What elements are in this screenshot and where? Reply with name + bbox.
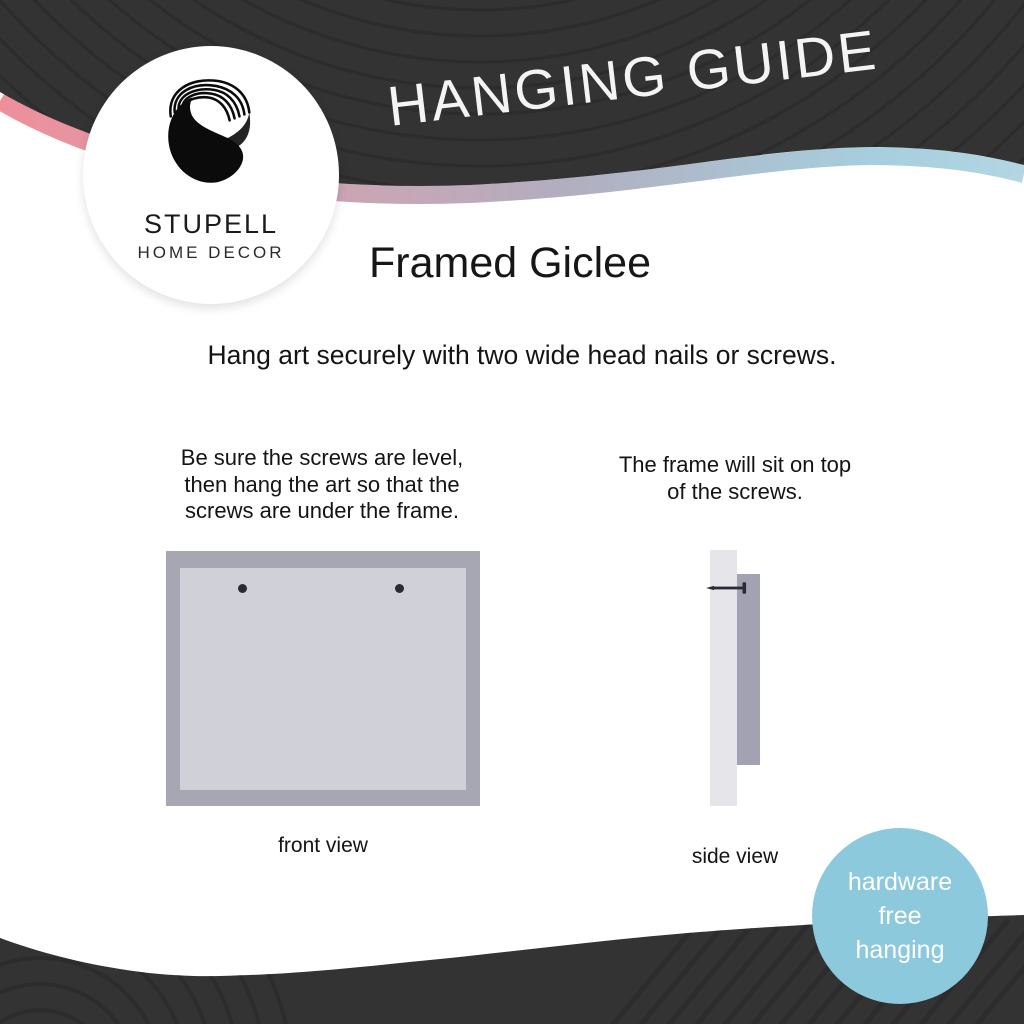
hardware-free-hanging-badge bbox=[812, 828, 988, 1004]
side-view-instruction-line: of the screws. bbox=[667, 478, 803, 504]
brand-logo-medallion bbox=[83, 46, 339, 304]
front-view-frame-diagram bbox=[166, 551, 480, 806]
badge-line: free bbox=[878, 902, 922, 930]
side-view-frame-bar bbox=[737, 574, 760, 765]
front-view-instruction-line: screws are under the frame. bbox=[185, 498, 459, 523]
nail-icon bbox=[704, 580, 752, 596]
screw-dot-right bbox=[395, 584, 404, 593]
front-view-instruction-line: Be sure the screws are level, bbox=[180, 445, 464, 470]
intro-headline: Hang art securely with two wide head nails or screws. bbox=[207, 340, 837, 370]
front-view-instruction-line: then hang the art so that the bbox=[184, 471, 460, 497]
badge-line: hardware bbox=[847, 868, 953, 896]
front-view-caption: front view bbox=[278, 834, 368, 857]
front-view-instruction bbox=[142, 445, 502, 525]
side-view-caption: side view bbox=[691, 845, 779, 868]
badge-line: hanging bbox=[855, 936, 945, 964]
stupell-s-swoosh-icon bbox=[157, 72, 265, 202]
front-view-artwork-area bbox=[180, 568, 466, 790]
product-type-title: Framed Giclee bbox=[369, 239, 651, 287]
brand-name: STUPELL bbox=[143, 209, 279, 239]
screw-dot-left bbox=[238, 584, 247, 593]
side-view-instruction-line: The frame will sit on top bbox=[618, 452, 852, 477]
page-title: HANGING GUIDE bbox=[384, 17, 882, 138]
side-view-instruction bbox=[555, 452, 915, 505]
brand-tagline: HOME DECOR bbox=[137, 243, 285, 262]
